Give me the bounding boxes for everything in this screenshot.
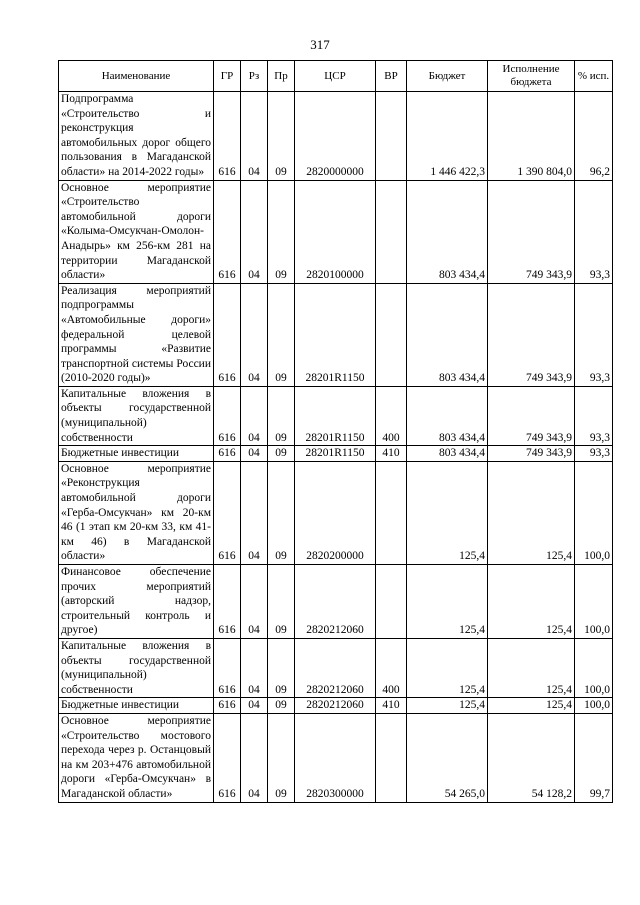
table-row: [59, 698, 613, 714]
row-rz: 04: [241, 713, 268, 802]
row-pr: 09: [268, 461, 295, 564]
row-pr: 09: [268, 446, 295, 462]
row-gr: 616: [214, 283, 241, 386]
row-vr: 400: [376, 386, 407, 445]
row-csr: 28201R1150: [295, 386, 376, 445]
row-gr: 616: [214, 446, 241, 462]
row-budget: 125,4: [407, 698, 488, 714]
row-vr: [376, 283, 407, 386]
row-pr: 09: [268, 180, 295, 283]
header-csr: ЦСР: [295, 61, 376, 92]
row-name: Подпрограмма «Строительство и реконструкция автомобильных дорог общего пользования в Магаданской области» на 2014-2022 годы»: [59, 92, 214, 181]
row-budget: 1 446 422,3: [407, 92, 488, 181]
row-execution: 749 343,9: [488, 180, 575, 283]
row-vr: [376, 180, 407, 283]
row-vr: 410: [376, 446, 407, 462]
row-pr: 09: [268, 638, 295, 697]
row-name: Основное мероприятие «Строительство автомобильной дороги «Колыма-Омсукчан-Омолон-Анадырь» км 256-км 281 на территории Магаданской области»: [59, 180, 214, 283]
row-rz: 04: [241, 565, 268, 639]
row-budget: 803 434,4: [407, 283, 488, 386]
row-rz: 04: [241, 180, 268, 283]
header-budget: Бюджет: [407, 61, 488, 92]
row-vr: 410: [376, 698, 407, 714]
row-percent: 99,7: [575, 713, 613, 802]
row-name: Основное мероприятие «Строительство мостового перехода через р. Останцовый на км 203+476 автомобильной дороги «Герба-Омсукчан» в Магаданской области»: [59, 713, 214, 802]
header-name: Наименование: [59, 61, 214, 92]
row-percent: 100,0: [575, 698, 613, 714]
table-row: [59, 565, 613, 639]
row-gr: 616: [214, 698, 241, 714]
row-name: Основное мероприятие «Реконструкция автомобильной дороги «Герба-Омсукчан» км 20-км 46 (1 этап км 20-км 33, км 41-км 46) в Магаданской области»: [59, 461, 214, 564]
row-execution: 749 343,9: [488, 446, 575, 462]
row-rz: 04: [241, 92, 268, 181]
row-gr: 616: [214, 565, 241, 639]
header-gr: ГР: [214, 61, 241, 92]
row-csr: 28201R1150: [295, 446, 376, 462]
row-vr: [376, 565, 407, 639]
row-rz: 04: [241, 461, 268, 564]
budget-table: [58, 60, 613, 803]
row-budget: 125,4: [407, 565, 488, 639]
row-budget: 803 434,4: [407, 386, 488, 445]
row-csr: 28201R1150: [295, 283, 376, 386]
row-pr: 09: [268, 92, 295, 181]
row-percent: 100,0: [575, 638, 613, 697]
row-csr: 2820000000: [295, 92, 376, 181]
row-rz: 04: [241, 446, 268, 462]
table-row: [59, 461, 613, 564]
row-csr: 2820200000: [295, 461, 376, 564]
row-execution: 125,4: [488, 638, 575, 697]
table-row: [59, 386, 613, 445]
table-row: [59, 92, 613, 181]
row-execution: 125,4: [488, 698, 575, 714]
row-name: Бюджетные инвестиции: [59, 446, 214, 462]
row-name: Реализация мероприятий подпрограммы «Автомобильные дороги» федеральной целевой программы «Развитие транспортной системы России (2010-2020 годы)»: [59, 283, 214, 386]
row-rz: 04: [241, 638, 268, 697]
row-pr: 09: [268, 386, 295, 445]
row-budget: 54 265,0: [407, 713, 488, 802]
row-vr: [376, 92, 407, 181]
header-execution: Исполнение бюджета: [488, 61, 575, 92]
row-budget: 125,4: [407, 461, 488, 564]
row-csr: 2820212060: [295, 565, 376, 639]
row-percent: 96,2: [575, 92, 613, 181]
row-pr: 09: [268, 698, 295, 714]
row-rz: 04: [241, 386, 268, 445]
row-budget: 803 434,4: [407, 446, 488, 462]
header-rz: Рз: [241, 61, 268, 92]
table-row: [59, 283, 613, 386]
row-percent: 93,3: [575, 386, 613, 445]
row-execution: 1 390 804,0: [488, 92, 575, 181]
header-pr: Пр: [268, 61, 295, 92]
row-csr: 2820212060: [295, 638, 376, 697]
row-gr: 616: [214, 180, 241, 283]
header-vr: ВР: [376, 61, 407, 92]
row-execution: 749 343,9: [488, 283, 575, 386]
row-csr: 2820300000: [295, 713, 376, 802]
row-percent: 100,0: [575, 461, 613, 564]
row-percent: 93,3: [575, 446, 613, 462]
row-execution: 125,4: [488, 565, 575, 639]
row-pr: 09: [268, 565, 295, 639]
row-csr: 2820100000: [295, 180, 376, 283]
row-name: Капитальные вложения в объекты государственной (муниципальной) собственности: [59, 386, 214, 445]
row-percent: 93,3: [575, 180, 613, 283]
header-percent: % исп.: [575, 61, 613, 92]
row-rz: 04: [241, 698, 268, 714]
row-name: Бюджетные инвестиции: [59, 698, 214, 714]
row-gr: 616: [214, 386, 241, 445]
row-budget: 125,4: [407, 638, 488, 697]
row-rz: 04: [241, 283, 268, 386]
row-gr: 616: [214, 92, 241, 181]
row-name: Капитальные вложения в объекты государственной (муниципальной) собственности: [59, 638, 214, 697]
header-row: [59, 61, 613, 92]
row-pr: 09: [268, 283, 295, 386]
row-vr: [376, 461, 407, 564]
table-row: [59, 446, 613, 462]
row-gr: 616: [214, 713, 241, 802]
table-row: [59, 180, 613, 283]
page-number: 317: [310, 37, 330, 52]
row-csr: 2820212060: [295, 698, 376, 714]
row-budget: 803 434,4: [407, 180, 488, 283]
table-row: [59, 713, 613, 802]
row-execution: 125,4: [488, 461, 575, 564]
row-vr: 400: [376, 638, 407, 697]
row-pr: 09: [268, 713, 295, 802]
table-row: [59, 638, 613, 697]
row-execution: 749 343,9: [488, 386, 575, 445]
row-percent: 100,0: [575, 565, 613, 639]
row-execution: 54 128,2: [488, 713, 575, 802]
row-gr: 616: [214, 461, 241, 564]
row-vr: [376, 713, 407, 802]
row-percent: 93,3: [575, 283, 613, 386]
row-gr: 616: [214, 638, 241, 697]
row-name: Финансовое обеспечение прочих мероприятий (авторский надзор, строительный контроль и другое): [59, 565, 214, 639]
